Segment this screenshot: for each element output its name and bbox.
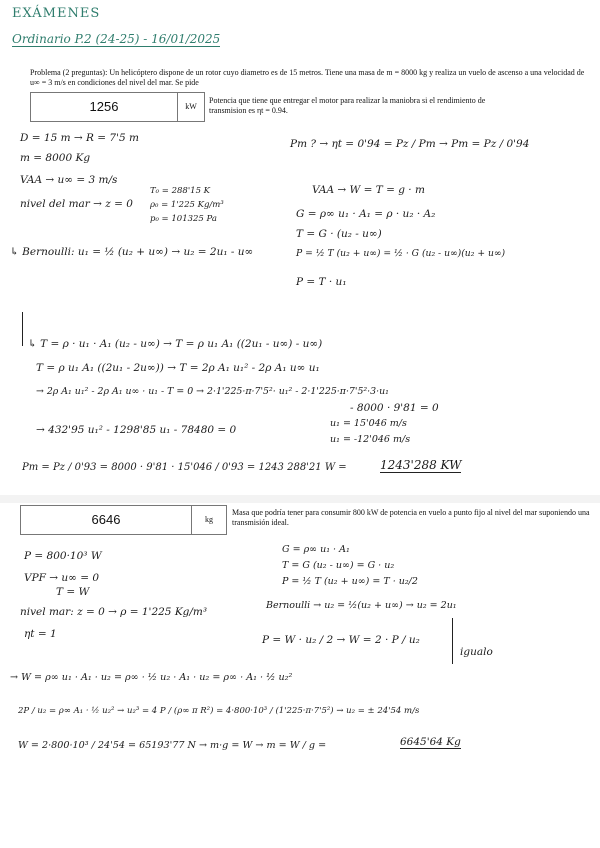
question-text: Potencia que tiene que entregar el motor para realizar la maniobra si el rendimiento de transmision es ηt = 0.94. xyxy=(209,96,486,115)
note-line: VAA → u∞ = 3 m/s xyxy=(20,174,118,186)
note-line: P = W · u₂ / 2 → W = 2 · P / u₂ xyxy=(262,634,420,646)
note-line: VPF → u∞ = 0 xyxy=(24,572,100,584)
note-line: T₀ = 288'15 K xyxy=(150,186,211,196)
note-line: P = T · u₁ xyxy=(296,276,347,288)
note-line: 2P / u₂ = ρ∞ A₁ · ½ u₂² → u₂³ = 4 P / (ρ∞ π R²) = 4·800·10³ / (1'225·π·7'5²) → u₂ = ± 24'54 m/s xyxy=(18,706,420,716)
answer-unit: kW xyxy=(177,92,205,122)
note-line: G = ρ∞ u₁ · A₁ xyxy=(282,544,350,555)
note-line: u₁ = 15'046 m/s xyxy=(330,418,407,429)
note-line: u₁ = -12'046 m/s xyxy=(330,434,411,445)
margin-bracket xyxy=(452,618,453,664)
note-line: igualo xyxy=(460,646,493,658)
note-line: ρ₀ = 1'225 Kg/m³ xyxy=(150,200,224,210)
note-line: → 432'95 u₁² - 1298'85 u₁ - 78480 = 0 xyxy=(36,424,237,436)
page-title: EXÁMENES xyxy=(12,6,101,21)
note-line: ↳ T = ρ · u₁ · A₁ (u₂ - u∞) → T = ρ u₁ A₁ ((2u₁ - u∞) - u∞) xyxy=(28,338,323,350)
section-divider xyxy=(0,495,600,503)
note-line: Pm = Pz / 0'93 = 8000 · 9'81 · 15'046 / 0'93 = 1243 288'21 W = xyxy=(22,462,347,473)
note-line: P = ½ T (u₂ + u∞) = T · u₂/2 xyxy=(282,576,418,587)
answer-field[interactable]: 1256 xyxy=(30,92,178,122)
note-line: T = W xyxy=(56,586,90,598)
note-line: T = ρ u₁ A₁ ((2u₁ - 2u∞)) → T = 2ρ A₁ u₁² - 2ρ A₁ u∞ u₁ xyxy=(36,362,320,374)
answer-field[interactable]: 6646 xyxy=(20,505,192,535)
note-line: T = G (u₂ - u∞) = G · u₂ xyxy=(282,560,395,571)
note-line: P = 800·10³ W xyxy=(24,550,102,562)
problem-statement: Problema (2 preguntas): Un helicóptero dispone de un rotor cuyo diametro es de 15 metros. Tiene una masa de m = 8000 kg y realiza un vuelo de ascenso a una velocidad de u∞ = 3 m/s en condiciones del nivel del mar. Se pide xyxy=(30,68,585,87)
margin-bracket xyxy=(22,312,23,346)
note-line: W = 2·800·10³ / 24'54 = 65193'77 N → m·g = W → m = W / g = xyxy=(18,740,327,751)
note-line: P = ½ T (u₂ + u∞) = ½ · G (u₂ - u∞)(u₂ + u∞) xyxy=(296,248,506,259)
note-line: - 8000 · 9'81 = 0 xyxy=(350,402,439,414)
note-line: ↳ Bernoulli: u₁ = ½ (u₂ + u∞) → u₂ = 2u₁ - u∞ xyxy=(10,246,254,258)
note-line: D = 15 m → R = 7'5 m xyxy=(20,132,139,144)
answer-unit: kg xyxy=(191,505,227,535)
note-line: G = ρ∞ u₁ · A₁ = ρ · u₂ · A₂ xyxy=(296,208,436,220)
note-line: ηt = 1 xyxy=(24,628,57,640)
question-text: Masa que podría tener para consumir 800 kW de potencia en vuelo a punto fijo al nivel del mar suponiendo una transmisión ideal. xyxy=(232,508,590,527)
note-line: nivel del mar → z = 0 xyxy=(20,198,133,210)
note-line: Pm ? → ηt = 0'94 = Pz / Pm → Pm = Pz / 0'94 xyxy=(290,138,530,150)
final-answer: 6645'64 Kg xyxy=(400,736,461,748)
note-line: T = G · (u₂ - u∞) xyxy=(296,228,382,240)
note-line: → W = ρ∞ u₁ · A₁ · u₂ = ρ∞ · ½ u₂ · A₁ · u₂ = ρ∞ · A₁ · ½ u₂² xyxy=(10,672,293,683)
exam-subtitle: Ordinario P.2 (24-25) - 16/01/2025 xyxy=(12,32,221,46)
note-line: → 2ρ A₁ u₁² - 2ρ A₁ u∞ · u₁ - T = 0 → 2·1'225·π·7'5²· u₁² - 2·1'225·π·7'5²·3·u₁ xyxy=(36,386,389,397)
note-line: Bernoulli → u₂ = ½(u₂ + u∞) → u₂ = 2u₁ xyxy=(266,600,457,611)
note-line: p₀ = 101325 Pa xyxy=(150,214,217,224)
note-line: m = 8000 Kg xyxy=(20,152,91,164)
note-line: VAA → W = T = g · m xyxy=(312,184,425,196)
note-line: nivel mar: z = 0 → ρ = 1'225 Kg/m³ xyxy=(20,606,208,618)
final-answer: 1243'288 KW xyxy=(380,458,462,472)
